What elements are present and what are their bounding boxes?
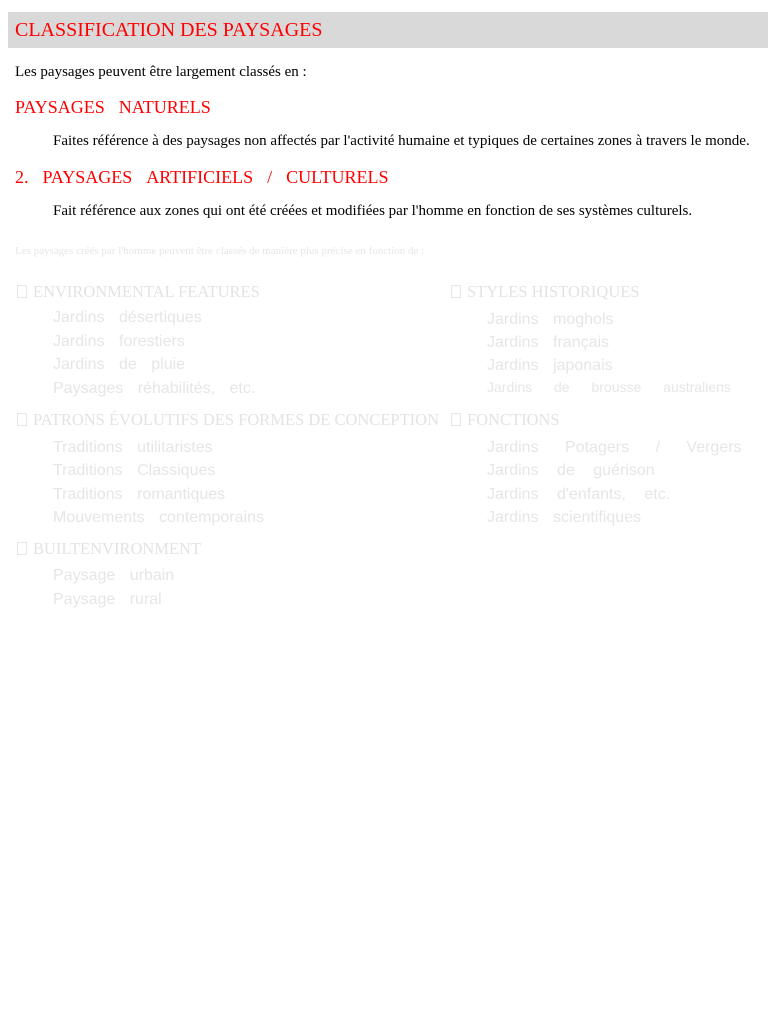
faint-note: Les paysages créés par l'homme peuvent être classés de manière plus précise en fonction de :	[15, 245, 425, 257]
bullet-box-icon	[451, 413, 461, 426]
bullet-box-icon	[17, 542, 27, 555]
category-environmental-title	[17, 282, 260, 302]
list-item: Mouvements contemporains	[53, 509, 264, 526]
list-item: Jardins forestiers	[53, 333, 185, 350]
heading-part: PAYSAGES	[15, 97, 105, 117]
list-item: Jardins de guérison	[487, 462, 655, 479]
list-item: Jardins de pluie	[53, 356, 186, 373]
heading-separator: /	[267, 167, 273, 187]
heading-number: 2.	[15, 167, 29, 187]
category-title-text: FONCTIONS	[467, 410, 560, 429]
category-functions-title	[451, 410, 560, 430]
list-item: Jardins Potagers / Vergers	[487, 439, 742, 456]
intro-text: Les paysages peuvent être largement classés en :	[15, 64, 307, 80]
list-item: Paysage urbain	[53, 567, 175, 584]
heading-part: NATURELS	[118, 97, 211, 117]
title-bar	[8, 12, 768, 48]
bullet-box-icon	[17, 285, 27, 298]
list-item: Traditions romantiques	[53, 486, 226, 503]
list-item: Jardins de brousse australiens	[487, 379, 731, 395]
list-item: Jardins scientifiques	[487, 509, 642, 526]
natural-description: Faites référence à des paysages non affectés par l'activité humaine et typiques de certaines zones à travers le monde.	[53, 133, 750, 149]
heading-part: ARTIFICIELS	[146, 167, 254, 187]
category-built-title	[17, 539, 201, 559]
category-title-text: ENVIRONMENTAL FEATURES	[33, 282, 260, 301]
bullet-box-icon	[451, 285, 461, 298]
category-title-text: BUILTENVIRONMENT	[33, 539, 202, 558]
list-item: Jardins moghols	[487, 311, 614, 328]
list-item: Paysage rural	[53, 591, 162, 608]
heading-part: CULTURELS	[286, 167, 389, 187]
list-item: Jardins d'enfants, etc.	[487, 486, 671, 503]
category-historical-title	[451, 282, 640, 302]
list-item: Traditions utilitaristes	[53, 439, 213, 456]
heading-cultural-landscapes	[15, 167, 389, 188]
heading-part: PAYSAGES	[42, 167, 133, 187]
category-patterns-title	[17, 410, 439, 430]
cultural-description: Fait référence aux zones qui ont été créées et modifiées par l'homme en fonction de ses systèmes culturels.	[53, 203, 693, 219]
list-item: Jardins japonais	[487, 357, 613, 374]
heading-natural-landscapes	[15, 97, 211, 118]
list-item: Jardins français	[487, 334, 610, 351]
page-title: CLASSIFICATION DES PAYSAGES	[15, 18, 323, 41]
category-title-text: STYLES HISTORIQUES	[467, 282, 640, 301]
list-item: Paysages réhabilités, etc.	[53, 380, 256, 397]
list-item: Traditions Classiques	[53, 462, 216, 479]
list-item: Jardins désertiques	[53, 309, 202, 326]
bullet-box-icon	[17, 413, 27, 426]
category-title-text: PATRONS ÉVOLUTIFS DES FORMES DE CONCEPTION	[33, 410, 439, 429]
